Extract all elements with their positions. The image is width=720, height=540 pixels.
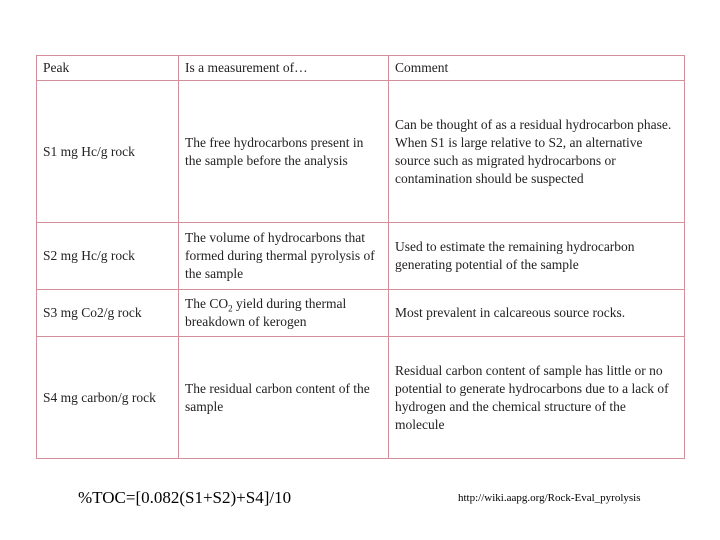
peak-cell: S4 mg carbon/g rock [37,337,179,459]
table-row [37,337,685,459]
header-comment: Comment [389,56,685,81]
peak-cell: S2 mg Hc/g rock [37,223,179,290]
measurement-cell [179,290,389,337]
toc-formula: %TOC=[0.082(S1+S2)+S4]/10 [78,488,292,507]
peak-cell: S1 mg Hc/g rock [37,81,179,223]
comment-cell: Can be thought of as a residual hydrocarbon phase. When S1 is large relative to S2, an alternative source such as migrated hydrocarbons or contamination should be suspected [389,81,685,223]
table-row [37,290,685,337]
table-row [37,81,685,223]
header-peak: Peak [37,56,179,81]
table-row [37,223,685,290]
measurement-text-start: The CO [185,296,229,311]
measurement-cell: The volume of hydrocarbons that formed during thermal pyrolysis of the sample [179,223,389,290]
header-measurement: Is a measurement of… [179,56,389,81]
measurement-cell: The residual carbon content of the sample [179,337,389,459]
comment-cell: Most prevalent in calcareous source rocks. [389,290,685,337]
measurement-cell: The free hydrocarbons present in the sample before the analysis [179,81,389,223]
measurement-text-end: yield during thermal breakdown of kerogen [185,296,347,329]
measurement-subscript: 2 [228,303,233,314]
comment-cell: Used to estimate the remaining hydrocarbon generating potential of the sample [389,223,685,290]
peak-cell: S3 mg Co2/g rock [37,290,179,337]
rock-eval-table [36,55,685,459]
comment-cell: Residual carbon content of sample has little or no potential to generate hydrocarbons due to a lack of hydrogen and the chemical structure of the molecule [389,337,685,459]
source-link[interactable]: http://wiki.aapg.org/Rock-Eval_pyrolysis [458,492,641,504]
table-header-row [37,56,685,81]
